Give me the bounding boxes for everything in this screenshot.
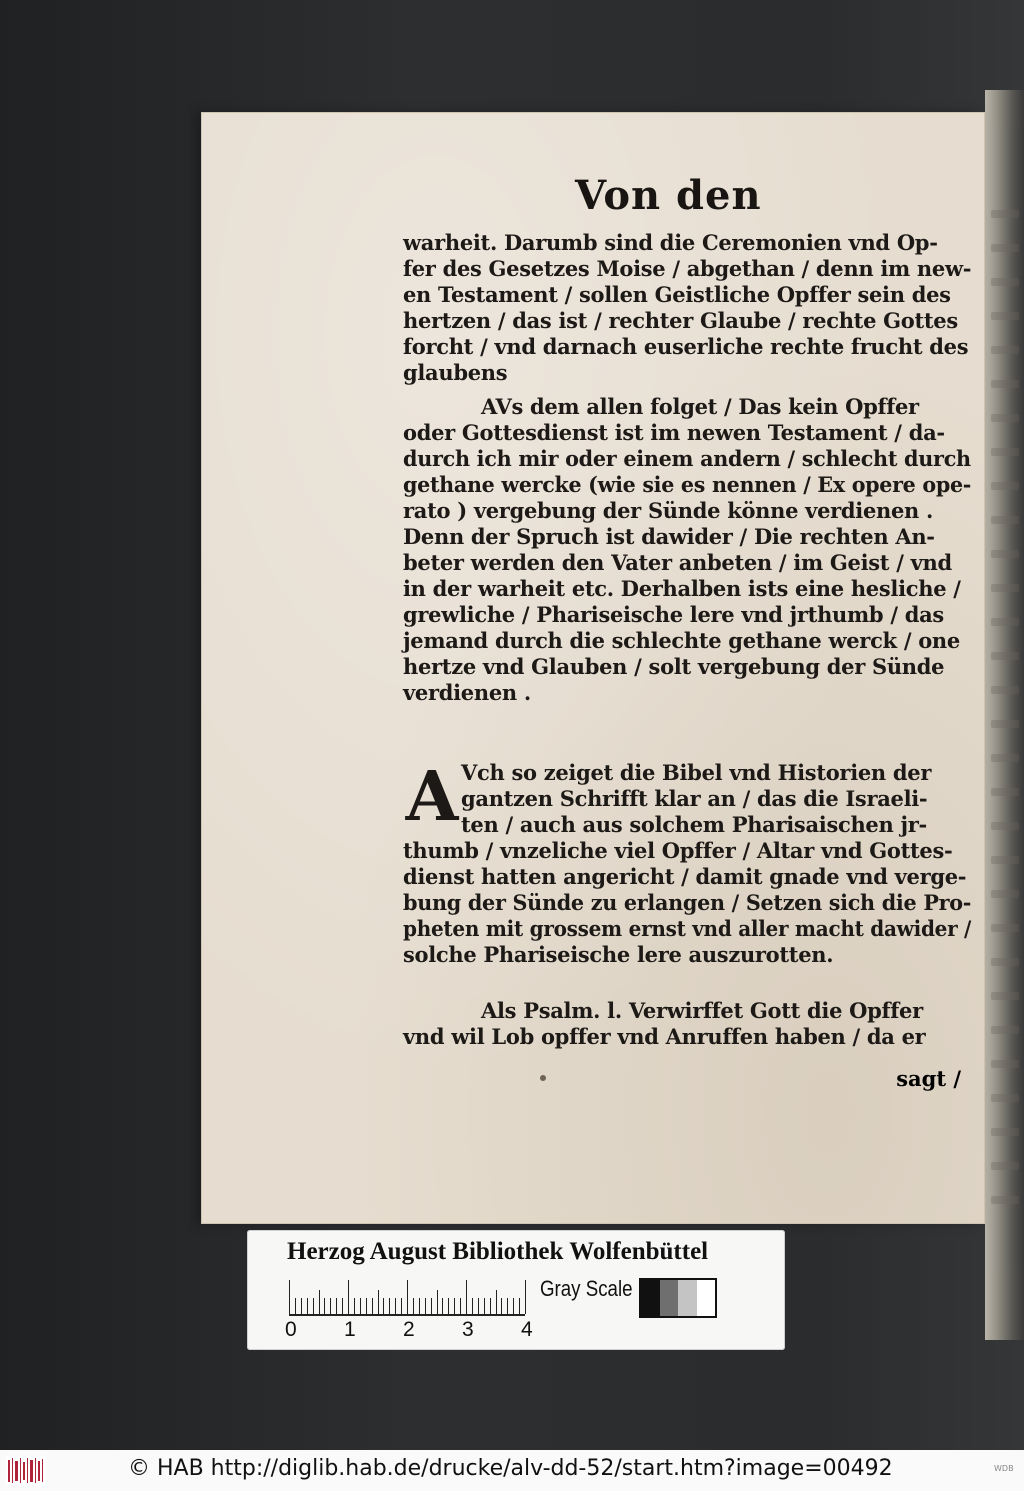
- catchword: sagt /: [896, 1066, 961, 1091]
- text-line: pheten mit grossem ernst vnd aller macht dawider /: [403, 916, 972, 941]
- footer-bar: [0, 1450, 1024, 1491]
- drop-cap: A: [405, 757, 459, 837]
- bleed-through-mark: [991, 1060, 1019, 1068]
- ruler-tick: [324, 1298, 325, 1314]
- bleed-through-mark: [991, 550, 1019, 558]
- bleed-through-mark: [991, 924, 1019, 932]
- bleed-through-mark: [991, 210, 1019, 218]
- ruler-tick: [442, 1298, 443, 1314]
- text-line: durch ich mir oder einem andern / schlecht durch: [403, 446, 971, 471]
- ruler-tick: [472, 1298, 473, 1314]
- gray-swatch: [660, 1280, 679, 1316]
- text-line: bung der Sünde zu erlangen / Setzen sich die Pro-: [403, 890, 972, 915]
- text-line: solche Phariseische lere auszurotten.: [403, 942, 834, 967]
- ruler-tick: [490, 1298, 491, 1314]
- ruler-tick: [348, 1280, 349, 1314]
- ruler-tick: [372, 1298, 373, 1314]
- text-line: warheit. Darumb sind die Ceremonien vnd Op-: [403, 230, 938, 255]
- catchword-area: [403, 1066, 973, 1096]
- bleed-through-mark: [991, 618, 1019, 626]
- ruler-tick: [342, 1298, 343, 1314]
- ruler-tick: [519, 1298, 520, 1314]
- text-line: fer des Gesetzes Moise / abgethan / denn im new-: [403, 256, 972, 281]
- text-line: hertze vnd Glauben / solt vergebung der Sünde: [403, 654, 945, 679]
- ink-spot: [540, 1075, 546, 1081]
- bleed-through-mark: [991, 686, 1019, 694]
- text-line: in der warheit etc. Derhalben ists eine hesliche /: [403, 576, 961, 601]
- library-name: Herzog August Bibliothek Wolfenbüttel: [287, 1238, 709, 1265]
- ruler-tick: [395, 1298, 396, 1314]
- ruler-tick: [383, 1298, 384, 1314]
- color-scale-card: [247, 1230, 785, 1350]
- barcode-logo-icon: [6, 1456, 46, 1485]
- ruler-tick: [319, 1290, 320, 1314]
- ruler-tick: [466, 1280, 467, 1314]
- footer-mark: WDB: [994, 1464, 1014, 1473]
- facing-page-edge: [985, 90, 1024, 1340]
- text-line: glaubens: [403, 360, 508, 385]
- bleed-through-mark: [991, 482, 1019, 490]
- text-line: jemand durch die schlechte gethane werck / one: [403, 628, 960, 653]
- ruler-tick: [366, 1298, 367, 1314]
- bleed-through-mark: [991, 346, 1019, 354]
- bleed-through-mark: [991, 1128, 1019, 1136]
- bleed-through-mark: [991, 448, 1019, 456]
- text-line: grewliche / Phariseische lere vnd jrthumb / das: [403, 602, 944, 627]
- bleed-through-mark: [991, 244, 1019, 252]
- bleed-through-mark: [991, 278, 1019, 286]
- text-line: rato ) vergebung der Sünde könne verdienen .: [403, 498, 934, 523]
- ruler-tick: [501, 1298, 502, 1314]
- ruler-tick: [401, 1298, 402, 1314]
- ruler-tick: [336, 1298, 337, 1314]
- bleed-through-mark: [991, 414, 1019, 422]
- text-line: hertzen / das ist / rechter Glaube / rechte Gottes: [403, 308, 958, 333]
- bleed-through-mark: [991, 652, 1019, 660]
- ruler-number: 1: [344, 1318, 356, 1341]
- ruler-tick: [513, 1298, 514, 1314]
- ruler-number: 0: [285, 1318, 297, 1341]
- text-line: beter werden den Vater anbeten / im Geist / vnd: [403, 550, 952, 575]
- gray-swatch: [641, 1280, 660, 1316]
- copyright-url: © HAB http://diglib.hab.de/drucke/alv-dd-52/start.htm?image=00492: [128, 1456, 893, 1481]
- ruler-tick: [525, 1280, 526, 1314]
- bleed-through-mark: [991, 1094, 1019, 1102]
- bleed-through-mark: [991, 584, 1019, 592]
- ruler-tick: [425, 1298, 426, 1314]
- page-header: Von den: [575, 172, 762, 219]
- text-line: gethane wercke (wie sie es nennen / Ex opere ope-: [403, 472, 972, 497]
- ruler-tick: [289, 1280, 290, 1314]
- text-line: verdienen .: [403, 680, 531, 705]
- ruler-tick: [407, 1280, 408, 1314]
- ruler-tick: [313, 1298, 314, 1314]
- text-line: Denn der Spruch ist dawider / Die rechten An-: [403, 524, 935, 549]
- bleed-through-mark: [991, 1026, 1019, 1034]
- bleed-through-mark: [991, 958, 1019, 966]
- ruler-tick: [431, 1298, 432, 1314]
- bleed-through-mark: [991, 516, 1019, 524]
- text-line: gantzen Schrifft klar an / das die Israeli-: [461, 786, 928, 811]
- text-line: dienst hatten angericht / damit gnade vnd verge-: [403, 864, 967, 889]
- gray-scale-label: Gray Scale: [540, 1276, 633, 1301]
- text-line: forcht / vnd darnach euserliche rechte frucht des: [403, 334, 969, 359]
- ruler-tick: [484, 1298, 485, 1314]
- text-line: oder Gottesdienst ist im newen Testament / da-: [403, 420, 945, 445]
- ruler-number: 3: [462, 1318, 474, 1341]
- ruler-tick: [507, 1298, 508, 1314]
- bleed-through-mark: [991, 992, 1019, 1000]
- ruler-number: 2: [403, 1318, 415, 1341]
- ruler-tick: [478, 1298, 479, 1314]
- ruler-tick: [354, 1298, 355, 1314]
- text-line: vnd wil Lob opffer vnd Anruffen haben / da er: [403, 1024, 926, 1049]
- bleed-through-mark: [991, 754, 1019, 762]
- ruler: [289, 1280, 525, 1316]
- bleed-through-mark: [991, 890, 1019, 898]
- bleed-through-mark: [991, 856, 1019, 864]
- ruler-tick: [460, 1298, 461, 1314]
- text-line: Als Psalm. l. Verwirffet Gott die Opffer: [481, 998, 923, 1023]
- bleed-through-mark: [991, 1162, 1019, 1170]
- ruler-tick: [419, 1298, 420, 1314]
- bleed-through-mark: [991, 788, 1019, 796]
- text-line: Vch so zeiget die Bibel vnd Historien der: [461, 760, 932, 785]
- ruler-tick: [389, 1298, 390, 1314]
- gray-swatch: [697, 1280, 716, 1316]
- gray-swatch: [678, 1280, 697, 1316]
- ruler-tick: [330, 1298, 331, 1314]
- ruler-tick: [437, 1290, 438, 1314]
- bleed-through-mark: [991, 380, 1019, 388]
- ruler-tick: [448, 1298, 449, 1314]
- text-line: AVs dem allen folget / Das kein Opffer: [481, 394, 919, 419]
- ruler-tick: [378, 1290, 379, 1314]
- text-line: en Testament / sollen Geistliche Opffer sein des: [403, 282, 951, 307]
- gray-scale-swatches: [639, 1278, 717, 1318]
- ruler-tick: [454, 1298, 455, 1314]
- text-line: thumb / vnzeliche viel Opffer / Altar vnd Gottes-: [403, 838, 953, 863]
- ruler-tick: [307, 1298, 308, 1314]
- ruler-tick: [301, 1298, 302, 1314]
- ruler-tick: [413, 1298, 414, 1314]
- ruler-tick: [295, 1298, 296, 1314]
- ruler-tick: [496, 1290, 497, 1314]
- bleed-through-mark: [991, 720, 1019, 728]
- bleed-through-mark: [991, 312, 1019, 320]
- bleed-through-mark: [991, 1196, 1019, 1204]
- ruler-number: 4: [521, 1318, 533, 1341]
- ruler-tick: [360, 1298, 361, 1314]
- text-line: ten / auch aus solchem Pharisaischen jr-: [461, 812, 927, 837]
- bleed-through-mark: [991, 822, 1019, 830]
